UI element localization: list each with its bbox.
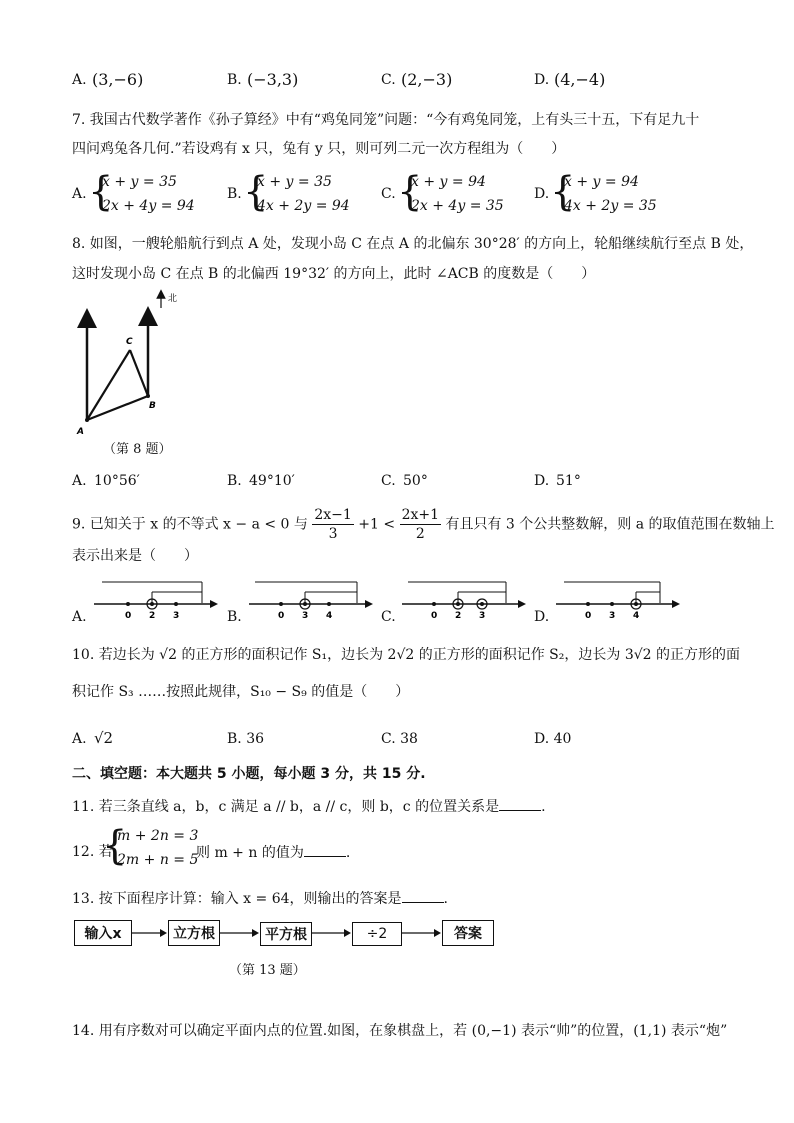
q9-option-b-label: B. xyxy=(227,609,242,625)
q8-option-b-label: B. xyxy=(227,473,242,489)
q7-option-b-label: B. xyxy=(227,186,242,202)
q6-option-d-value: (4,−4) xyxy=(554,70,606,89)
q9-option-d-numberline xyxy=(554,578,684,622)
flow-arrow-icon xyxy=(312,926,352,940)
q9-option-c-numberline xyxy=(400,578,530,622)
axis-label: 4 xyxy=(633,611,640,621)
q9-option-d-label: D. xyxy=(534,609,550,625)
brace-icon: { xyxy=(550,169,576,215)
q11-stem-text: 11. 若三条直线 a，b，c 满足 a // b，a // c，则 b，c 的位置关系是 xyxy=(72,799,500,815)
q9-stem-line2: 表示出来是（ ） xyxy=(72,548,198,564)
q11-answer-blank[interactable] xyxy=(499,796,541,811)
q13-answer-blank[interactable] xyxy=(402,888,444,903)
q9-fraction-2-den: 2 xyxy=(415,526,425,542)
flow-box-answer: 答案 xyxy=(442,920,494,946)
flow-box-square-root: 平方根 xyxy=(260,922,312,946)
q9-stem-post: 有且只有 3 个公共整数解，则 a 的取值范围在数轴上 xyxy=(445,516,775,533)
axis-label: 0 xyxy=(278,611,285,621)
q8-stem-line1: 8. 如图，一艘轮船航行到点 A 处，发现小岛 C 在点 A 的北偏东 30°28′ 的方向上，轮船继续航行至点 B 处， xyxy=(72,236,754,252)
q6-option-c-value: (2,−3) xyxy=(401,70,453,89)
q6-option-c-label: C. xyxy=(381,72,396,88)
flow-box-input: 输入x xyxy=(74,920,132,946)
axis-label: 2 xyxy=(455,611,462,621)
flow-arrow-icon xyxy=(132,926,168,940)
point-c-label: C xyxy=(126,337,133,347)
q9-fraction-1-num: 2x−1 xyxy=(314,507,352,523)
q9-fraction-1-den: 3 xyxy=(328,526,338,542)
q7-option-c-eq2: 2x + 4y = 35 xyxy=(411,198,504,214)
q8-caption: （第 8 题） xyxy=(103,442,172,457)
axis-label: 2 xyxy=(149,611,156,621)
point-a-label: A xyxy=(77,427,84,437)
brace-icon: { xyxy=(102,823,128,869)
q12-stem-pre: 12. 若 xyxy=(72,844,113,860)
brace-icon: { xyxy=(243,169,269,215)
flow-box-divide-two: ÷2 xyxy=(352,922,402,946)
q9-stem-line1 xyxy=(72,506,775,546)
q8-option-b-value: 49°10′ xyxy=(249,473,295,489)
q7-option-c-eq1: x + y = 94 xyxy=(411,174,486,190)
flow-box-cube-root: 立方根 xyxy=(168,920,220,946)
q8-option-c-value: 50° xyxy=(403,473,428,489)
q8-stem-line2: 这时发现小岛 C 在点 B 的北偏西 19°32′ 的方向上，此时 ∠ACB 的度数是（ ） xyxy=(72,266,596,282)
axis-label: 0 xyxy=(431,611,438,621)
q12-eq1: m + 2n = 3 xyxy=(117,828,199,844)
q8-option-d-value: 51° xyxy=(556,473,581,489)
q6-option-d-label: D. xyxy=(534,72,550,88)
q7-option-a-label: A. xyxy=(72,186,87,202)
q9-option-b-numberline xyxy=(247,578,377,622)
q7-option-a-eq1: x + y = 35 xyxy=(102,174,177,190)
q12-answer-blank[interactable] xyxy=(304,842,346,857)
segment-ab xyxy=(87,396,148,420)
q13-stem-text: 13. 按下面程序计算：输入 x = 64，则输出的答案是 xyxy=(72,891,402,907)
q13-stem: 13. 按下面程序计算：输入 x = 64，则输出的答案是 . xyxy=(72,888,448,909)
q9-option-c-label: C. xyxy=(381,609,396,625)
brace-icon: { xyxy=(88,169,114,215)
q6-option-a-label: A. xyxy=(72,72,87,88)
q10-option-b: B. 36 xyxy=(227,731,265,747)
q7-option-b-eq1: x + y = 35 xyxy=(257,174,332,190)
q8-figure xyxy=(70,288,190,438)
q9-fraction-2 xyxy=(400,506,441,543)
q7-option-d-eq1: x + y = 94 xyxy=(564,174,639,190)
q12-stem-post-wrap: 则 m + n 的值为 . xyxy=(196,842,350,863)
q9-option-a-label: A. xyxy=(72,609,87,625)
q9-stem-mid: +1 < xyxy=(358,516,396,533)
q7-stem-line1: 7. 我国古代数学著作《孙子算经》中有“鸡兔同笼”问题：“今有鸡兔同笼，上有头三十五，下有足九十 xyxy=(72,112,700,128)
point-b-label: B xyxy=(149,401,156,411)
q8-option-d-label: D. xyxy=(534,473,550,489)
q6-option-b-label: B. xyxy=(227,72,242,88)
flow-arrow-icon xyxy=(402,926,442,940)
q10-option-c: C. 38 xyxy=(381,731,418,747)
q9-stem-pre: 9. 已知关于 x 的不等式 x − a < 0 与 xyxy=(72,516,308,533)
section-2-heading: 二、填空题：本大题共 5 小题，每小题 3 分，共 15 分. xyxy=(72,766,426,782)
q10-option-a-label: A. xyxy=(72,731,87,747)
q7-stem-line2: 四问鸡兔各几何.”若设鸡有 x 只，兔有 y 只，则可列二元一次方程组为（ ） xyxy=(72,141,566,157)
axis-label: 0 xyxy=(125,611,132,621)
q12-stem-post: 则 m + n 的值为 xyxy=(196,845,304,861)
q10-stem-line1: 10. 若边长为 √2 的正方形的面积记作 S₁，边长为 2√2 的正方形的面积记作 S₂，边长为 3√2 的正方形的面 xyxy=(72,647,741,663)
q11-stem: 11. 若三条直线 a，b，c 满足 a // b，a // c，则 b，c 的位置关系是 . xyxy=(72,796,546,817)
q7-option-a-eq2: 2x + 4y = 94 xyxy=(102,198,195,214)
segment-ac xyxy=(87,350,130,420)
axis-label: 3 xyxy=(479,611,486,621)
q9-fraction-2-num: 2x+1 xyxy=(401,507,440,523)
q9-option-a-numberline xyxy=(92,578,222,622)
axis-label: 3 xyxy=(302,611,309,621)
q10-stem-line2: 积记作 S₃ ……按照此规律，S₁₀ − S₉ 的值是（ ） xyxy=(72,684,410,700)
q7-option-c-label: C. xyxy=(381,186,396,202)
axis-label: 3 xyxy=(173,611,180,621)
q14-stem: 14. 用有序数对可以确定平面内点的位置.如图，在象棋盘上，若 (0,−1) 表示“帅”的位置，(1,1) 表示“炮” xyxy=(72,1023,728,1039)
north-label: 北 xyxy=(168,294,178,304)
q6-option-b-value: (−3,3) xyxy=(247,70,299,89)
q12-eq2: 2m + n = 5 xyxy=(117,852,199,868)
q10-option-a-value: √2 xyxy=(94,729,114,747)
q7-option-d-label: D. xyxy=(534,186,550,202)
brace-icon: { xyxy=(397,169,423,215)
q13-caption: （第 13 题） xyxy=(229,963,306,978)
q10-option-d: D. 40 xyxy=(534,731,572,747)
q8-option-c-label: C. xyxy=(381,473,396,489)
axis-label: 4 xyxy=(326,611,333,621)
axis-label: 3 xyxy=(609,611,616,621)
q9-fraction-1 xyxy=(312,506,353,543)
q7-option-d-eq2: 4x + 2y = 35 xyxy=(564,198,657,214)
flow-arrow-icon xyxy=(220,926,260,940)
q6-option-a-value: (3,−6) xyxy=(92,70,144,89)
q7-option-b-eq2: 4x + 2y = 94 xyxy=(257,198,350,214)
segment-cb xyxy=(130,350,148,396)
q8-option-a-label: A. xyxy=(72,473,87,489)
axis-label: 0 xyxy=(585,611,592,621)
q8-option-a-value: 10°56′ xyxy=(94,473,140,489)
